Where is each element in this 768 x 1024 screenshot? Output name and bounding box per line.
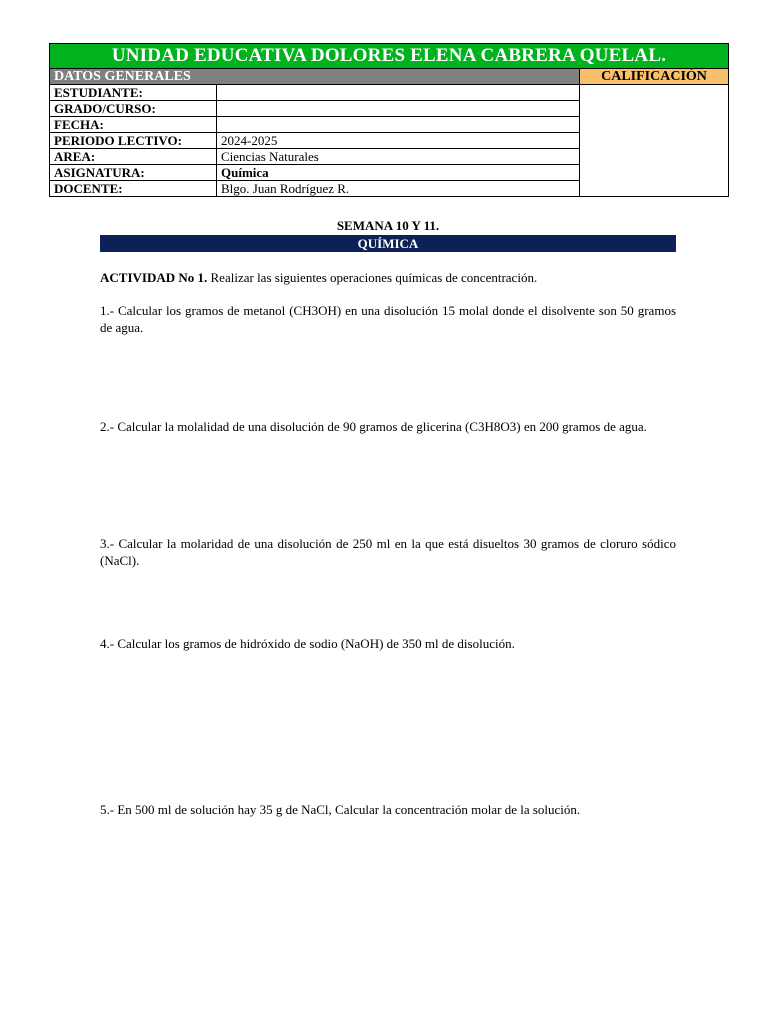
teacher-value: Blgo. Juan Rodríguez R.: [217, 181, 580, 197]
activity-instruction-text: Realizar las siguientes operaciones químicas de concentración.: [207, 270, 538, 285]
section-label-general-data: DATOS GENERALES: [50, 69, 580, 85]
week-title: SEMANA 10 Y 11.: [336, 218, 440, 233]
grade-box[interactable]: [580, 85, 729, 197]
student-label: ESTUDIANTE:: [50, 85, 217, 101]
general-data-table: [49, 43, 729, 197]
grade-label: CALIFICACIÓN: [580, 69, 729, 85]
activity-instruction: [100, 269, 676, 286]
date-field[interactable]: [217, 117, 580, 133]
teacher-label: DOCENTE:: [50, 181, 217, 197]
school-period-value: 2024-2025: [217, 133, 580, 149]
subject-bar: QUÍMICA: [100, 235, 676, 252]
area-label: AREA:: [50, 149, 217, 165]
student-field[interactable]: [217, 85, 580, 101]
question-1: 1.- Calcular los gramos de metanol (CH3OH) en una disolución 15 molal donde el disolvente son 50 gramos de agua.: [100, 303, 676, 335]
school-title: UNIDAD EDUCATIVA DOLORES ELENA CABRERA QUELAL.: [50, 44, 729, 69]
activity-label: ACTIVIDAD No 1.: [100, 270, 208, 285]
question-2: 2.- Calcular la molalidad de una disolución de 90 gramos de glicerina (C3H8O3) en 200 gramos de agua.: [100, 419, 647, 434]
question-5: 5.- En 500 ml de solución hay 35 g de NaCl, Calcular la concentración molar de la solución.: [100, 802, 581, 817]
school-period-label: PERIODO LECTIVO:: [50, 133, 217, 149]
grade-course-label: GRADO/CURSO:: [50, 101, 217, 117]
area-value: Ciencias Naturales: [217, 149, 580, 165]
question-3: 3.- Calcular la molaridad de una disolución de 250 ml en la que está disueltos 30 gramos de cloruro sódico (NaCl).: [100, 536, 676, 568]
date-label: FECHA:: [50, 117, 217, 133]
question-4: 4.- Calcular los gramos de hidróxido de sodio (NaOH) de 350 ml de disolución.: [100, 636, 515, 651]
grade-course-field[interactable]: [217, 101, 580, 117]
subject-value: Química: [217, 165, 580, 181]
subject-label: ASIGNATURA:: [50, 165, 217, 181]
